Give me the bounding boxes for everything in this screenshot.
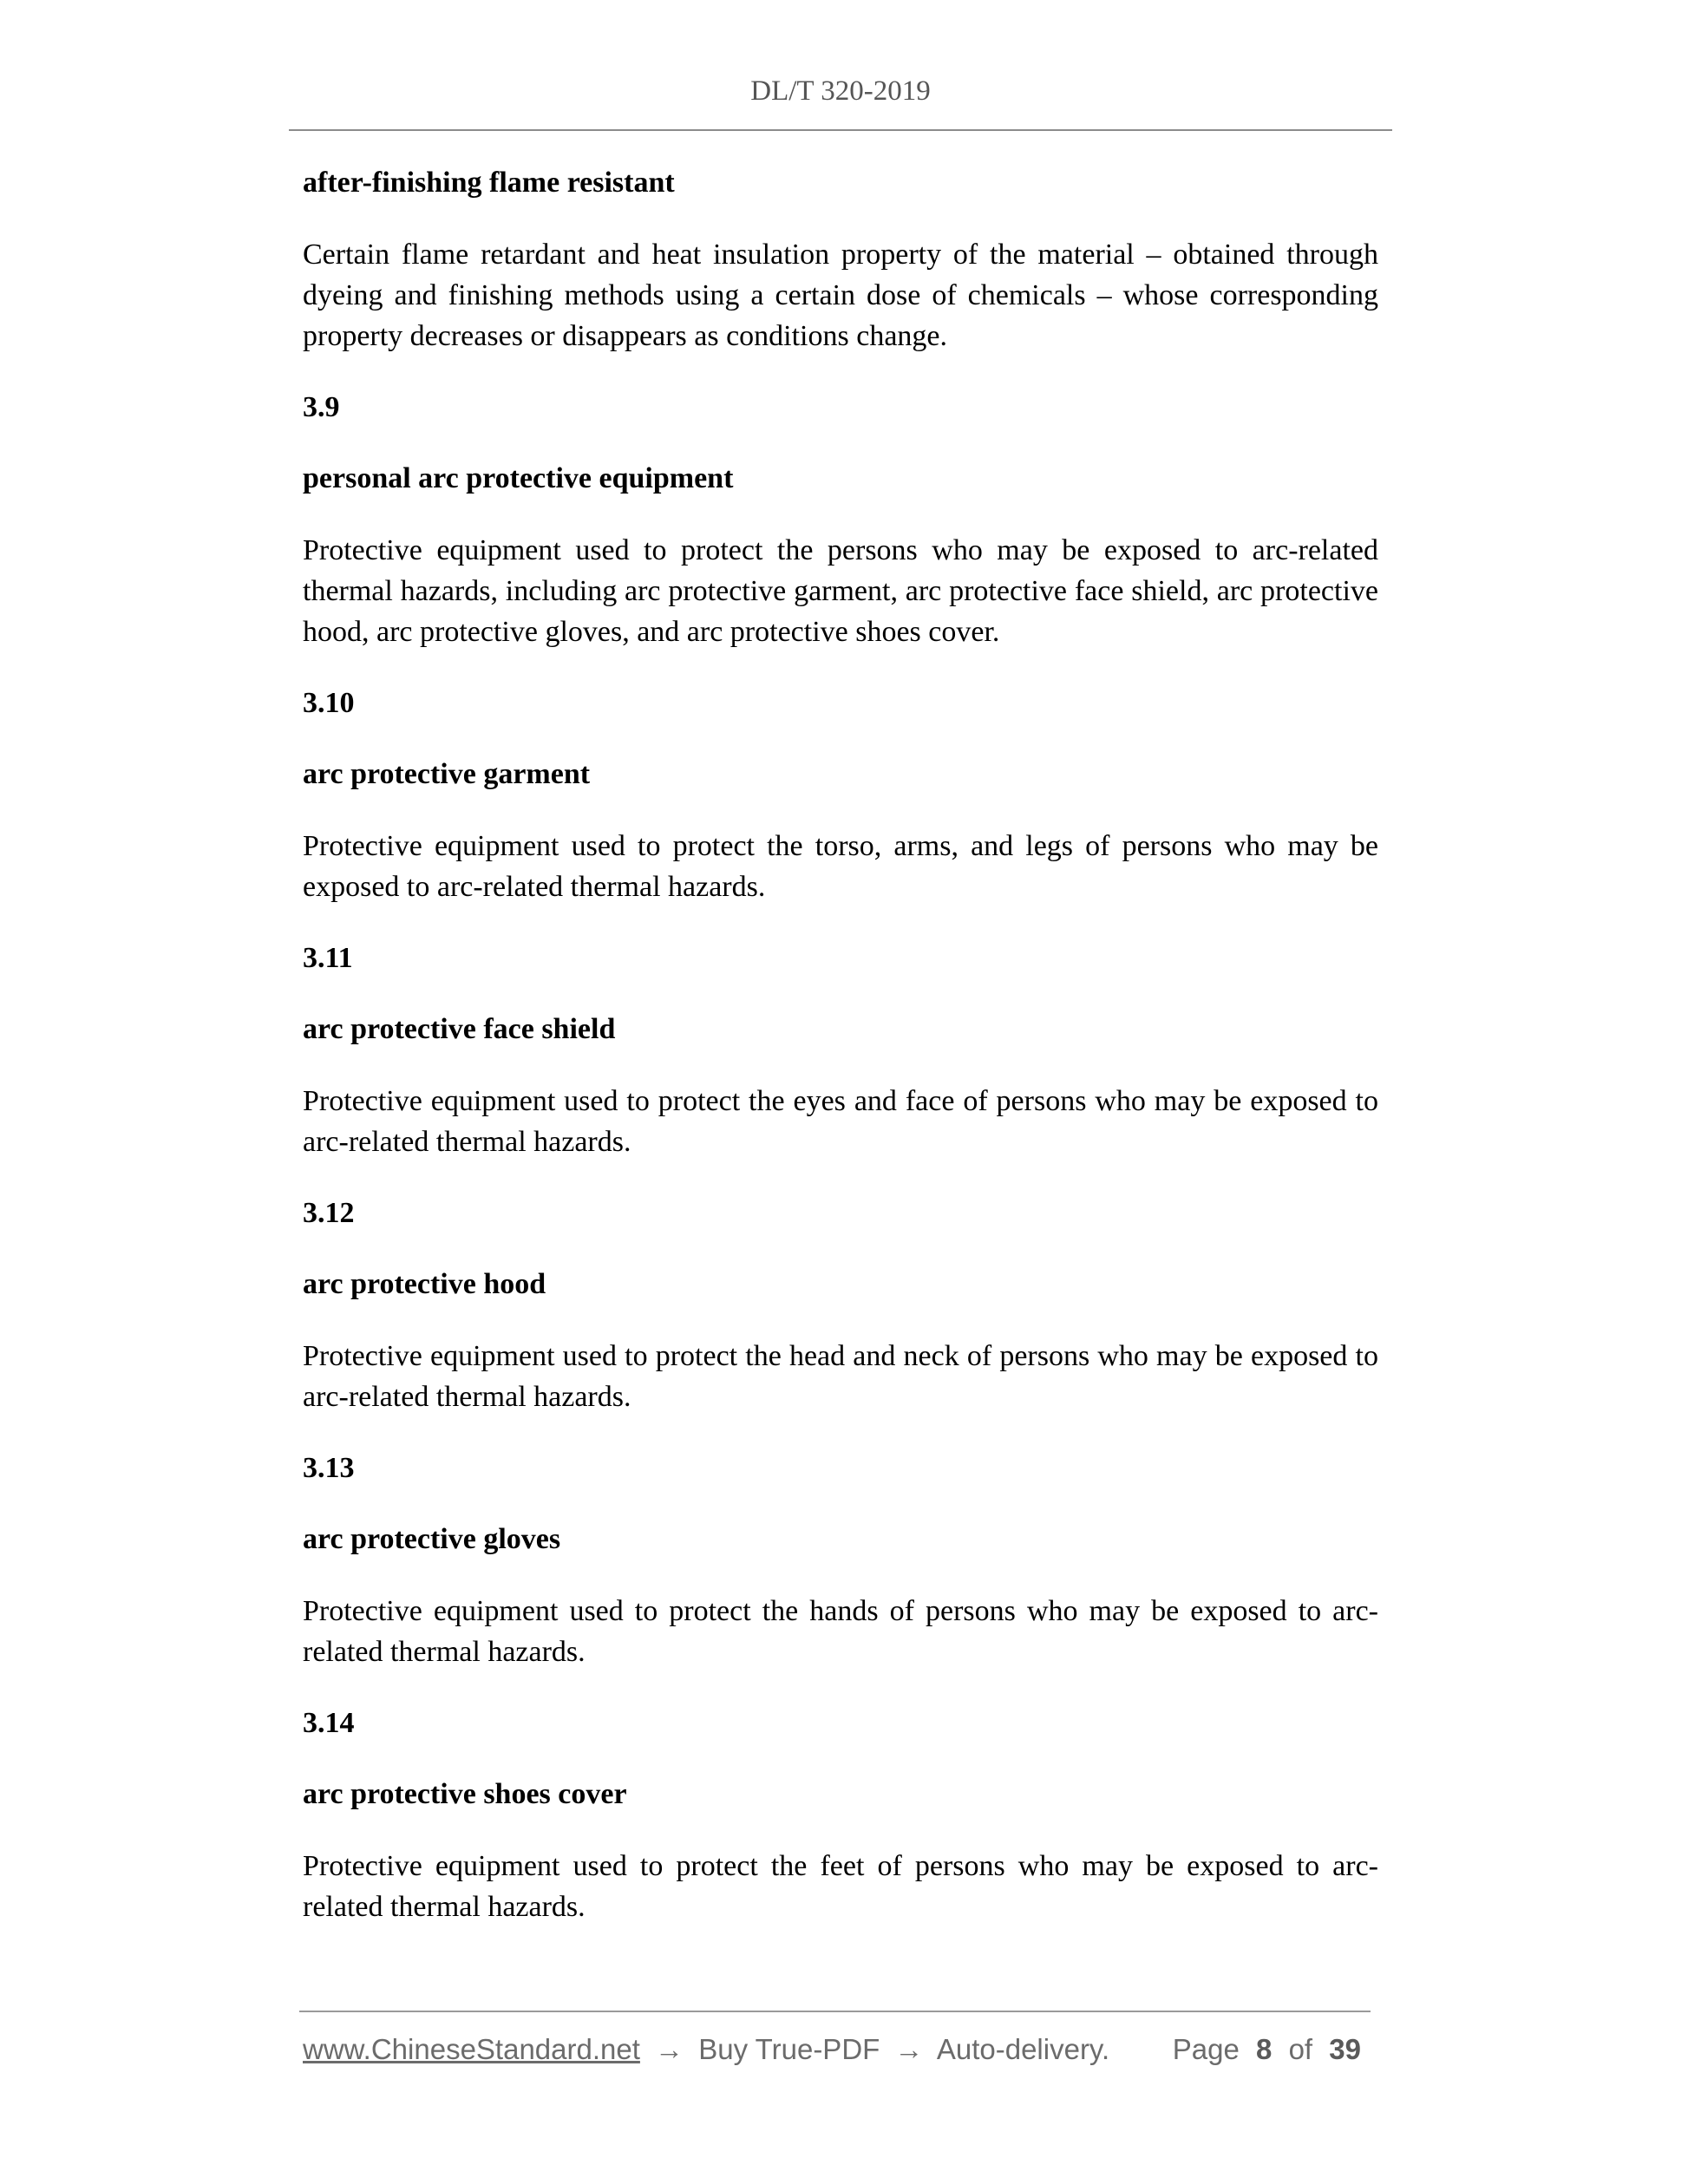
term-definition: Certain flame retardant and heat insulation property of the material – obtained through dyeing and finishing methods using a certain dose of chemicals – whose corresponding property decreases or disappears as conditions change. (303, 239, 1378, 352)
document-header: DL/T 320-2019 (750, 75, 931, 107)
page-footer (303, 2030, 1370, 2069)
term-number: 3.9 (303, 391, 340, 423)
term-number: 3.14 (303, 1707, 355, 1739)
current-page-number: 8 (1256, 2033, 1273, 2065)
arrow-right-icon: → (894, 2033, 924, 2065)
term-definition: Protective equipment used to protect the persons who may be exposed to arc-related thermal hazards, including arc protective garment, arc protective face shield, arc protective hood, arc protective gloves, and arc protective shoes cover. (303, 534, 1378, 648)
page-indicator (1173, 2030, 1370, 2069)
term-definition: Protective equipment used to protect the head and neck of persons who may be exposed to arc-related thermal hazards. (303, 1340, 1378, 1413)
term-definition: Protective equipment used to protect the feet of persons who may be exposed to arc-related thermal hazards. (303, 1850, 1378, 1923)
term-definition: Protective equipment used to protect the hands of persons who may be exposed to arc-related thermal hazards. (303, 1595, 1378, 1668)
term-number: 3.11 (303, 942, 353, 974)
auto-delivery-text: Auto-delivery. (936, 2033, 1110, 2065)
footer-divider (299, 2011, 1371, 2012)
footer-promo (303, 2030, 1109, 2069)
term-number: 3.13 (303, 1452, 355, 1484)
arrow-right-icon: → (655, 2033, 684, 2065)
term-number: 3.12 (303, 1197, 355, 1229)
term-heading: personal arc protective equipment (303, 462, 734, 494)
term-definition: Protective equipment used to protect the eyes and face of persons who may be exposed to arc-related thermal hazards. (303, 1085, 1378, 1158)
term-heading: arc protective hood (303, 1268, 546, 1300)
page-content (303, 163, 1378, 1958)
buy-pdf-text: Buy True-PDF (698, 2033, 880, 2065)
term-definition: Protective equipment used to protect the torso, arms, and legs of persons who may be exposed to arc-related thermal hazards. (303, 830, 1378, 903)
term-heading: arc protective garment (303, 758, 591, 790)
header-divider (289, 129, 1392, 131)
total-pages-number: 39 (1329, 2033, 1361, 2065)
term-heading: arc protective shoes cover (303, 1778, 627, 1810)
term-heading: arc protective gloves (303, 1523, 561, 1555)
term-heading: arc protective face shield (303, 1013, 616, 1045)
term-number: 3.10 (303, 687, 355, 719)
page-of-label: of (1288, 2033, 1313, 2065)
website-link[interactable]: www.ChineseStandard.net (303, 2033, 640, 2065)
term-heading: after-finishing flame resistant (303, 167, 675, 199)
page-label: Page (1172, 2033, 1240, 2065)
